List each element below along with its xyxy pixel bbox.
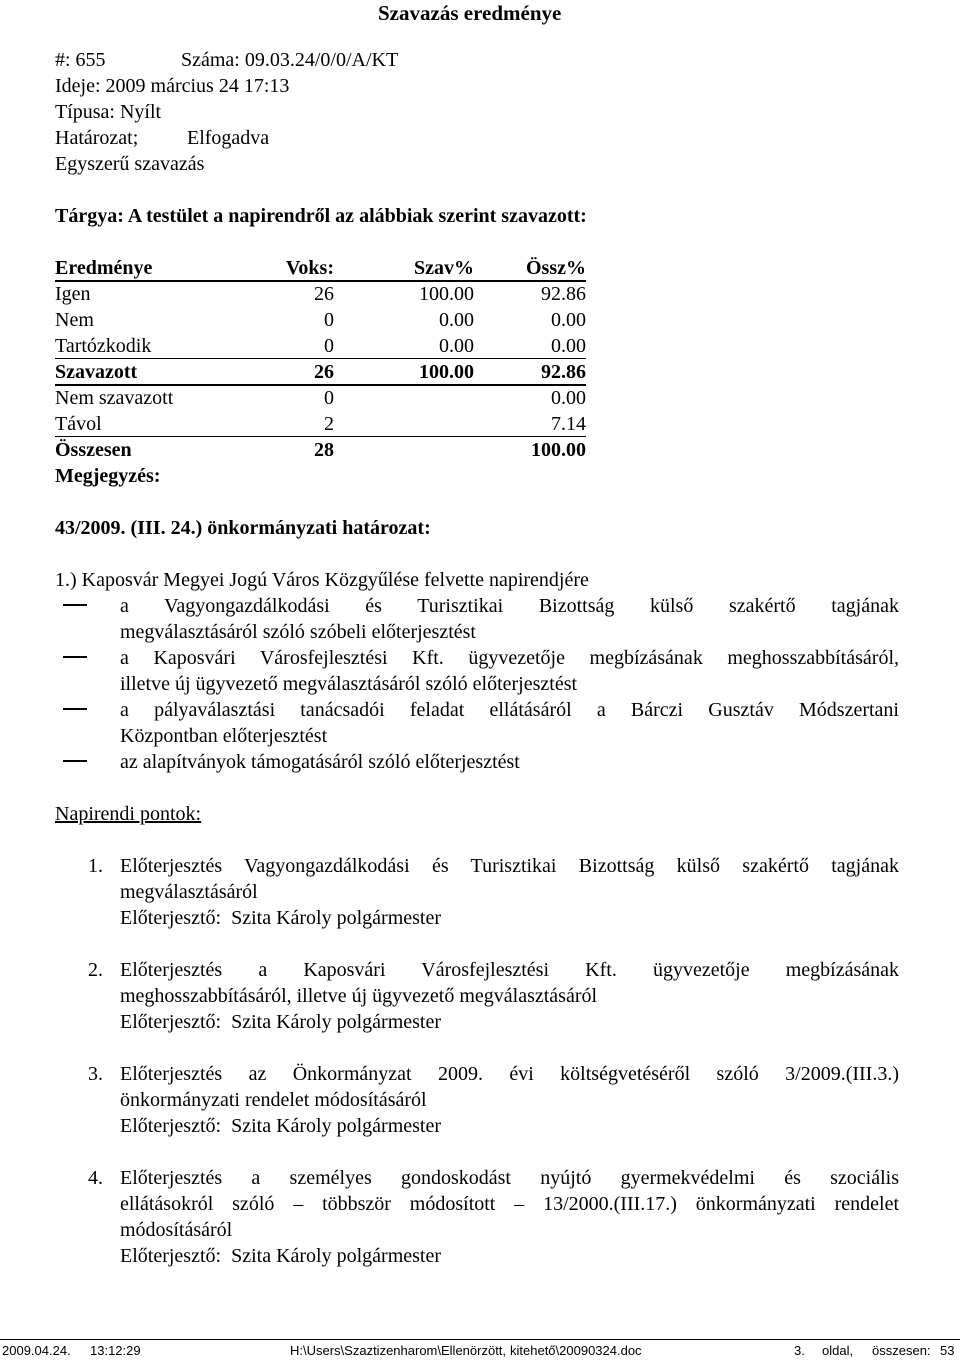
footer-total-pages: 53 [940, 1343, 955, 1358]
agenda-item-number: 1. [88, 855, 103, 877]
list-item: a pályaválasztási tanácsadói feladat ellátásáról a Bárczi Gusztáv Módszertani [120, 699, 899, 721]
vote-reference: Száma: 09.03.24/0/0/A/KT [181, 49, 399, 71]
decision-label: Határozat; [55, 127, 139, 149]
table-row: Szavazott 26 100.00 92.86 [55, 359, 586, 386]
list-item: a Vagyongazdálkodási és Turisztikai Bizottság külső szakértő tagjának [120, 595, 899, 617]
vote-time: Ideje: 2009 március 24 17:13 [55, 75, 290, 97]
agenda-item-presenter: Előterjesztő: Szita Károly polgármester [120, 1011, 442, 1033]
vote-mode: Egyszerű szavazás [55, 153, 205, 175]
subject-line: Tárgya: A testület a napirendről az alábbiak szerint szavazott: [55, 205, 587, 227]
agenda-item-text: Előterjesztés a Kaposvári Városfejlesztési Kft. ügyvezetője megbízásának [120, 959, 899, 981]
agenda-item-number: 2. [88, 959, 103, 981]
header-vote-percent: Szav% [414, 257, 474, 279]
footer-time: 13:12:29 [90, 1343, 141, 1358]
table-row: Tartózkodik 0 0.00 0.00 [55, 335, 586, 357]
agenda-item-text: Előterjesztés Vagyongazdálkodási és Turisztikai Bizottság külső szakértő tagjának [120, 855, 899, 877]
dash-bullet-icon [63, 604, 87, 606]
decision-value: Elfogadva [187, 127, 270, 149]
resolution-title: 43/2009. (III. 24.) önkormányzati határozat: [55, 517, 431, 539]
dash-bullet-icon [63, 760, 87, 762]
footer-filename: kitehető\20090324.doc [510, 1343, 642, 1358]
list-item: az alapítványok támogatásáról szóló előterjesztést [120, 751, 520, 773]
table-row: Távol 2 7.14 [55, 413, 586, 435]
agenda-item-text: ellátásokról szóló – többször módosított – 13/2000.(III.17.) önkormányzati rendelet [120, 1193, 899, 1215]
footer-total-label: összesen: [872, 1343, 931, 1358]
agenda-item-text: önkormányzati rendelet módosításáról [120, 1089, 427, 1111]
table-row: Igen 26 100.00 92.86 [55, 283, 586, 305]
agenda-item-text: Előterjesztés a személyes gondoskodást nyújtó gyermekvédelmi és szociális [120, 1167, 899, 1189]
agenda-item-text: Előterjesztés az Önkormányzat 2009. évi költségvetéséről szóló 3/2009.(III.3.) [120, 1063, 899, 1085]
dash-bullet-icon [63, 708, 87, 710]
agenda-heading: Napirendi pontok: [55, 803, 202, 825]
remarks-label: Megjegyzés: [55, 465, 161, 487]
dash-bullet-icon [63, 656, 87, 658]
header-votes: Voks: [285, 257, 334, 279]
agenda-item-presenter: Előterjesztő: Szita Károly polgármester [120, 1245, 442, 1267]
agenda-item-number: 4. [88, 1167, 103, 1189]
footer-divider [0, 1339, 960, 1340]
table-row: Nem 0 0.00 0.00 [55, 309, 586, 331]
list-item-continuation: illetve új ügyvezető megválasztásáról szóló előterjesztést [120, 673, 578, 695]
vote-number: #: 655 [55, 49, 106, 71]
resolution-intro: 1.) Kaposvár Megyei Jogú Város Közgyűlése felvette napirendjére [55, 569, 589, 591]
table-row: Összesen 28 100.00 [55, 439, 586, 461]
footer-page-number: 3. [794, 1343, 805, 1358]
table-row: Nem szavazott 0 0.00 [55, 387, 586, 409]
agenda-item-text: meghosszabbításáról, illetve új ügyvezető megválasztásáról [120, 985, 598, 1007]
agenda-item-presenter: Előterjesztő: Szita Károly polgármester [120, 1115, 442, 1137]
agenda-item-presenter: Előterjesztő: Szita Károly polgármester [120, 907, 442, 929]
footer-path: H:\Users\Szaztizenharom\Ellenörzött, [290, 1343, 507, 1358]
results-header-row [55, 255, 586, 282]
vote-type: Típusa: Nyílt [55, 101, 162, 123]
footer-date: 2009.04.24. [2, 1343, 71, 1358]
agenda-item-text: megválasztásáról [120, 881, 258, 903]
list-item-continuation: Központban előterjesztést [120, 725, 328, 747]
footer-page-label: oldal, [822, 1343, 854, 1358]
agenda-item-number: 3. [88, 1063, 103, 1085]
page-title: Szavazás eredménye [378, 1, 562, 25]
agenda-item-text: módosításáról [120, 1219, 233, 1241]
header-total-percent: Össz% [526, 257, 586, 279]
list-item: a Kaposvári Városfejlesztési Kft. ügyvezetője megbízásának meghosszabbításáról, [120, 647, 899, 669]
list-item-continuation: megválasztásáról szóló szóbeli előterjesztést [120, 621, 476, 643]
header-result: Eredménye [55, 257, 153, 279]
